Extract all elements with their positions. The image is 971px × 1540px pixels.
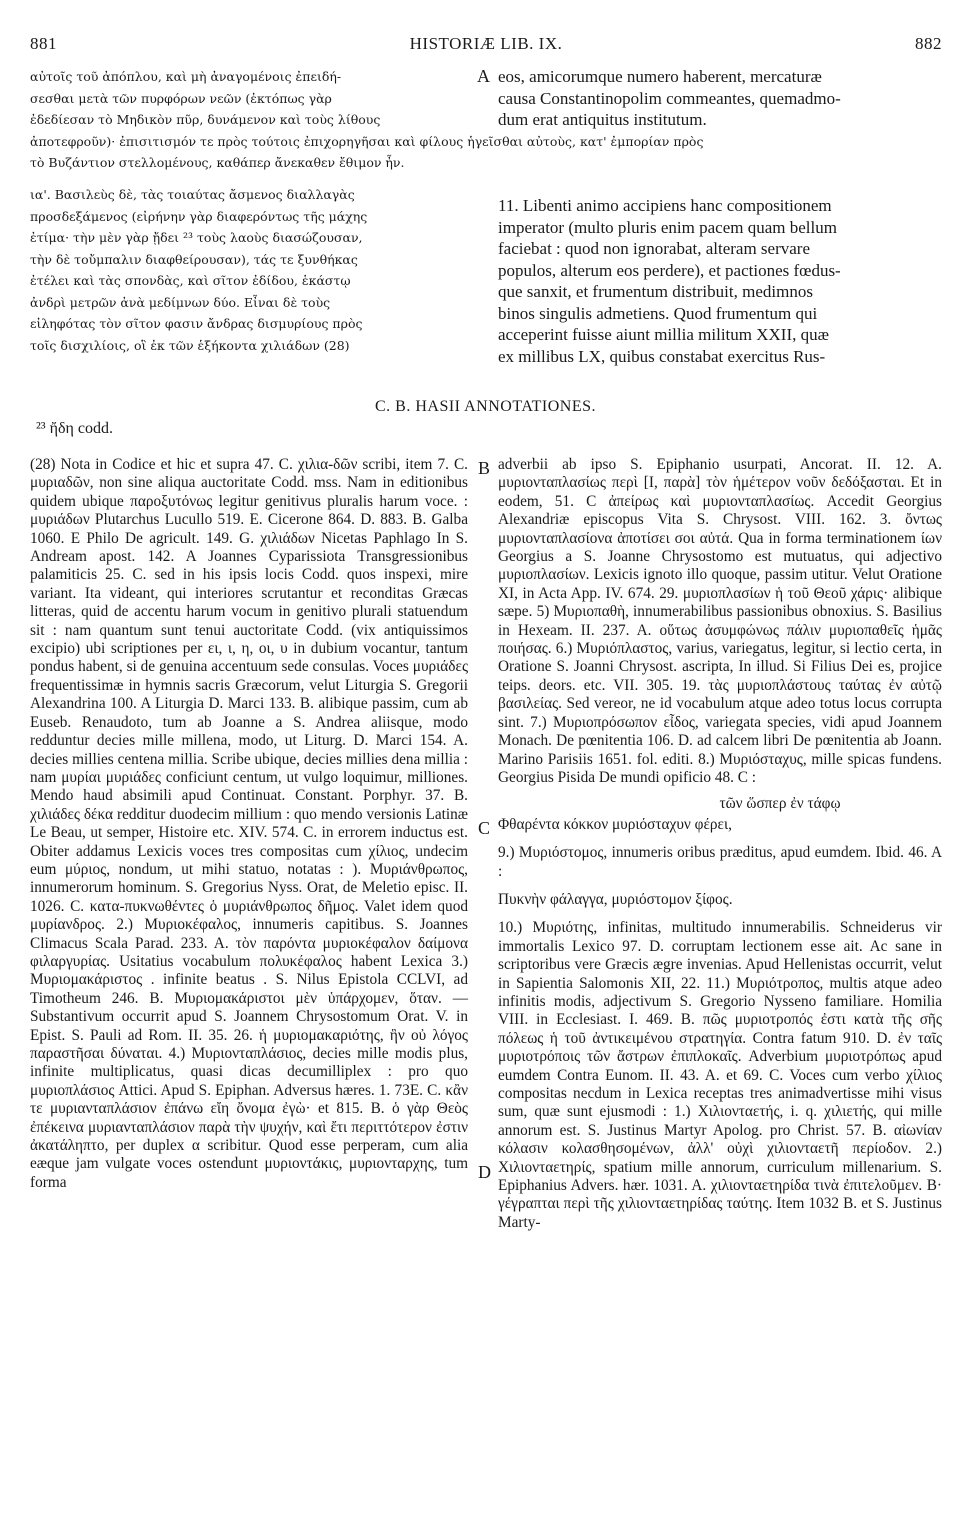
- latin-line-3: dum erat antiquitus institutum.: [498, 110, 707, 129]
- margin-mark-a: A: [477, 66, 490, 86]
- greek-line-2: σεσθαι μετὰ τῶν πυρφόρων νεῶν (ἐκτόπως γὰρ: [30, 90, 332, 106]
- greek-para2-line-2: προσδεξάμενος (εἰρήνην γὰρ διαφερόντως τῆς μάχης: [30, 208, 368, 224]
- greek-line-3: ἐδεδίεσαν τὸ Μηδικὸν πῦρ, δυνάμενον καὶ τοὺς λίθους: [30, 112, 381, 127]
- latin-para2-line-1: 11. Libenti animo accipiens hanc compositionem: [498, 196, 832, 215]
- running-header: [30, 34, 942, 58]
- page-number-right: 882: [915, 34, 942, 53]
- greek-para2-line-8: τοῖς δισχιλίοις, οἳ ἐκ τῶν ἑξήκοντα χιλιάδων (28): [30, 337, 350, 353]
- annotations-title: C. B. HASII ANNOTATIONES.: [375, 398, 596, 415]
- running-title: HISTORIÆ LIB. IX.: [409, 34, 563, 53]
- latin-line-1: eos, amicorumque numero haberent, mercaturæ: [498, 67, 822, 86]
- latin-para2-line-6: binos singulis admetiens. Quod frumentum qui: [498, 303, 818, 323]
- greek-line-1: αὐτοῖς τοῦ ἀπόπλου, καὶ μὴ ἀναγομένοις ἐπειδή-: [30, 69, 342, 84]
- margin-mark-d: D: [478, 1162, 491, 1182]
- annotation-text-right-1: adverbii ab ipso S. Epiphanio usurpati, Ancorat. II. 12. A. μυριονταπλασίως περὶ [I, παρὰ] τὸν ἡμέτερον νοῦν δεδόξασται. Et in eodem, 51. C ἀπείρως καὶ μυριονταπλασίως. Accedit Georgius Alexandriæ episcopus Vita S. Chrysost. VIII. 162. 3. ὄντως μυριονταπλασίονα ἀποτίσει σοι αὐτά. Qua in forma terminationem ίων Georgius a S. Joanne Chrysostomo est mutuatus, qui adjectivo μυριοπλασίων. Lexicis ignoto illo quoque, passim utitur. Velut Oratione XI, in Acta App. IV. 674. 29. μυριοπλασίων ἡ τοῦ Θεοῦ χάρις· alibique sæpe. 5) Μυριοπαθὴ, innumerabilibus passionibus obnoxius. S. Basilius in Hexeam. II. 237. A. οὕτως ἀσυμφώνως πάλιν μυριοπαθεῖς ἡμᾶς ποιήσας. 6.) Μυριόπλαστος, varius, variegatus, legitur, si lectio certa, in Oratione S. Joanni Chrysost. ascripta, In illud. Si Filius Dei es, projice teips. deors. etc. VII. 305. 19. τὰς μυριοπλάστους ταύτας ἐν αὐτῷ βασιλείας. Sed vereor, ne id vocabulum atque adeo totus locus corrupta sint. 7.) Μυριοπρόσωπον εἶδος, variegata species, vidi apud Joannem Monach. De pœnitentia 106. D. ad calcem libri De pœnitentia ab Joann. Marino Parisiis 1651. fol. editi. 8.) Μυριόσταχυς, mille spicas fundens. Georgius Pisida De mundi opificio 48. C :: [498, 456, 942, 786]
- greek-line-4: ἀποτεφροῦν)· ἐπισιτισμόν τε πρὸς τούτοις ἐπιχορηγῆσαι καὶ φίλους ἡγεῖσθαι αὐτοὺς, κατ' ἐμπορίαν πρὸς: [30, 133, 704, 149]
- latin-para2-line-8: ex millibus LX, quibus constabat exercitus Rus-: [498, 346, 826, 366]
- latin-para2-line-2: imperator (multo pluris enim pacem quam bellum: [498, 217, 837, 237]
- latin-para2-line-7: acceperint fuisse aiunt millia militum XXII, quæ: [498, 325, 829, 344]
- greek-para2-line-1: ια'. Βασιλεὺς δὲ, τὰς τοιαύτας ἄσμενος διαλλαγὰς: [30, 187, 355, 202]
- annotation-text-right-2: 9.) Μυριόστομος, innumeris oribus præditus, apud eumdem. Ibid. 46. A :: [498, 844, 942, 880]
- latin-line-2: causa Constantinopolim commeantes, quemadmo-: [498, 88, 841, 108]
- greek-para2-line-7: εἰληφότας τὸν σῖτον φασιν ἄνδρας δισμυρίους πρὸς: [30, 316, 363, 331]
- annotation-text-right-3: 10.) Μυριότης, infinitas, multitudo innumerabilis. Schneiderus vir immortalis Lexico 97. D. corruptam lectionem esse ait. Ac sane in scriptoribus vere Græcis ægre invenias. Apud Hellenistas occurrit, velut in Sapientia Salomonis XII, 22. 11.) Μυριότροπος, multis atque adeo infinitis modis, adjectivum S. Gregorio Nysseno familiare. Homilia VIII. in Ecclesiast. I. 469. B. πῶς μυριοτροπός ἐστι κατὰ τῆς σῆς πόλεως ἡ τοῦ ἀντικειμένου στρατηγία. Contra fatum 910. D. ἐν ταῖς μυριοτρόποις τῶν ἄστρων ἐπιπλοκαῖς. Adverbium μυριοτρόπως apud eumdem Contra Eunom. II. 43. A. et 69. C. Voces cum verbo χίλιος compositas necdum in Lexica receptas tres animadvertisse mihi visus sum, quæ sunt ejusmodi : 1.) Χιλιονταετής, i. q. χιλιετής, qui mille annorum est. S. Justinus Martyr Apolog. pro Christ. 57. B. αἰωνίαν κόλασιν κολασθησομένων, ἀλλ' οὐχὶ χιλιονταετῆ περίοδον. 2.) Χιλιονταετηρίς, spatium mille annorum, curriculum millenarium. S. Epiphanius Advers. hær. 1031. A. χιλιονταετηρίδα τινὰ ἐπιτελοῦμεν. B· γέγραπται περὶ τῆς χιλιονταετηρίδας ταύτης. Item 1032 B. et S. Justinus Marty-: [498, 919, 942, 1231]
- latin-para2-line-5: que sanxit, et frumentum distribuit, medimnos: [498, 282, 813, 301]
- page-number-left: 881: [30, 34, 57, 53]
- margin-mark-b: B: [478, 458, 491, 478]
- annotations-right-column: [498, 456, 942, 1232]
- greek-para2-line-4: τὴν δὲ τοὔμπαλιν διαφθείρουσαν), τάς τε ξυνθήκας: [30, 251, 358, 267]
- margin-mark-c: C: [478, 818, 491, 838]
- greek-para2-line-5: ἐτέλει καὶ τὰς σπονδὰς, καὶ σῖτον ἐδίδου, ἑκάστῳ: [30, 273, 351, 288]
- latin-para2-line-4: populos, alterum eos perdere), et pactiones fœdus-: [498, 260, 841, 280]
- verse-line-1b: Φθαρέντα κόκκον μυριόσταχυν φέρει,: [498, 815, 732, 833]
- verse-line-2: Πυκνὴν φάλαγγα, μυριόστομον ξίφος.: [498, 890, 733, 908]
- footnote: ²³ ἤδη codd.: [36, 420, 113, 437]
- greek-line-5: τὸ Βυζάντιον στελλομένους, καθάπερ ἄνεκαθεν ἔθιμον ἦν.: [30, 155, 405, 170]
- greek-para2-line-6: ἀνδρὶ μετρῶν ἀνὰ μεδίμνων δύο. Εἶναι δὲ τοὺς: [30, 294, 331, 310]
- annotations-left-column: [30, 456, 468, 1192]
- latin-para2-line-3: faciebat : quod non ignorabat, alteram servare: [498, 239, 811, 258]
- greek-para2-line-3: ἐτίμα· τὴν μὲν γὰρ ᾔδει ²³ τοὺς λαοὺς διασώζουσαν,: [30, 230, 363, 245]
- annotation-text-left: (28) Nota in Codice et hic et supra 47. C. χιλια-δῶν scribi, item 7. C. μυριαδῶν, non sine aliqua auctoritate Codd. mss. Nam in editionibus quidem ubique παροξυτόνως legitur genitivus pluralis harum voce. : μυριάδων Plutarchus Lucullo 519. E. Cicerone 864. D. 883. B. Galba 1060. E Philo De agricult. 149. G. χιλιάδων Nicetas Paphlago In S. Andream apost. 142. A Joannes Cyparissiota Transgressionibus palamiticis 25. C. sed in his ipsis locis Codd. quos inspexi, mire variant. Ita videant, qui interiores scrutantur et reconditas Græcas litteras, quid de accentu harum vocum in genitivo plurali statuendum sit : nam quantum sunt tenui auctoritate Codd. (vix antiquissimos excipio) ubi scriptiones per ει, ι, η, οι, υ in dubium vocantur, tantum pondus habent, si de genuina accentuum sede consulas. Voces μυριάδες frequentissimæ in hymnis sacris Græcorum, velut Liturgia S. Gregorii Alexandrina 100. A Liturgia D. Marci 133. B. alibique passim, cum ab Euseb. Renaudoto, tum ab Joanne a S. Andrea aliisque, modo redduntur decies mille millena, modo, ut Liturg. D. Marci 154. A. decies millies centena millia. Scribe ubique, decies millies dena millia : nam μυρίαι μυριάδες conficiunt centum, ut vulgo loquimur, milliones. Mendo haud absimili apud Continuat. Constant. Porphyr. 37. B. χιλιάδες δέκα redditur duodecim millium : quo mendo versionis Latinæ Le Beau, ut semper, Histoire etc. XIV. 574. C. in errorem inductus est. Obiter addamus Lexicis voces tres compositas cum χίλιος, undecim eum μύριος, nondum, ut mihi statuo, notatas : ). Μυριάνθρωπος, innumerorum hominum. S. Gregorius Nyss. Orat, de Meletio episc. II. 1026. C. κατα-πυκνωθέντες ὁ μυριάνθρωπος δῆμος. Valet idem quod μυρίανδρος. 2.) Μυριοκέφαλος, innumeris capitibus. S. Joannes Climacus Scala Parad. 233. A. τὸν παρόντα μυριοκέφαλον δαίμονα φιλαργυρίας. Usitatius vocabulum πολυκέφαλος habent Lexica 3.) Μυριομακάριστος . infinite beatus . S. Nilus Epistola CCLVI, ad Timotheum 246. B. Μυριομακάριστοι μὲν ὑπάρχομεν, ὅταν. — Substantivum occurrit apud S. Joannem Chrysostomum Orat. V. in Epist. S. Pauli ad Rom. II. 35. 26. ἡ μυριομακαριότης, ἣν οὐ λόγος παραστῆσαι δύναται. 4.) Μυριονταπλάσιος, decies mille modis plus, infinite multiplicatus, quasi dicas decumilliplex : pro quo μυριοπλάσιος Attici. Apud S. Epiphan. Adversus hæres. 1. 73E. C. κἂν τε μυριανταπλάσιον ἐπάνω εἴη ὄνομα ἐγὼ· et 815. B. ὁ γὰρ Θεὸς ἐπέκεινα μυριανταπλάσιον παρὰ τὴν ψυχήν, καὶ ἔτι περιττότερον ἐστιν ἀκατάληπτο, per duplex α scribitur. Quod esse perperam, cum alia eæque jam vulgate voces ostendunt μυριοντάκις, μυριονταρχης, tum forma: [30, 456, 468, 1191]
- verse-line-1a: τῶν ὥσπερ ἐν τάφῳ: [719, 795, 841, 813]
